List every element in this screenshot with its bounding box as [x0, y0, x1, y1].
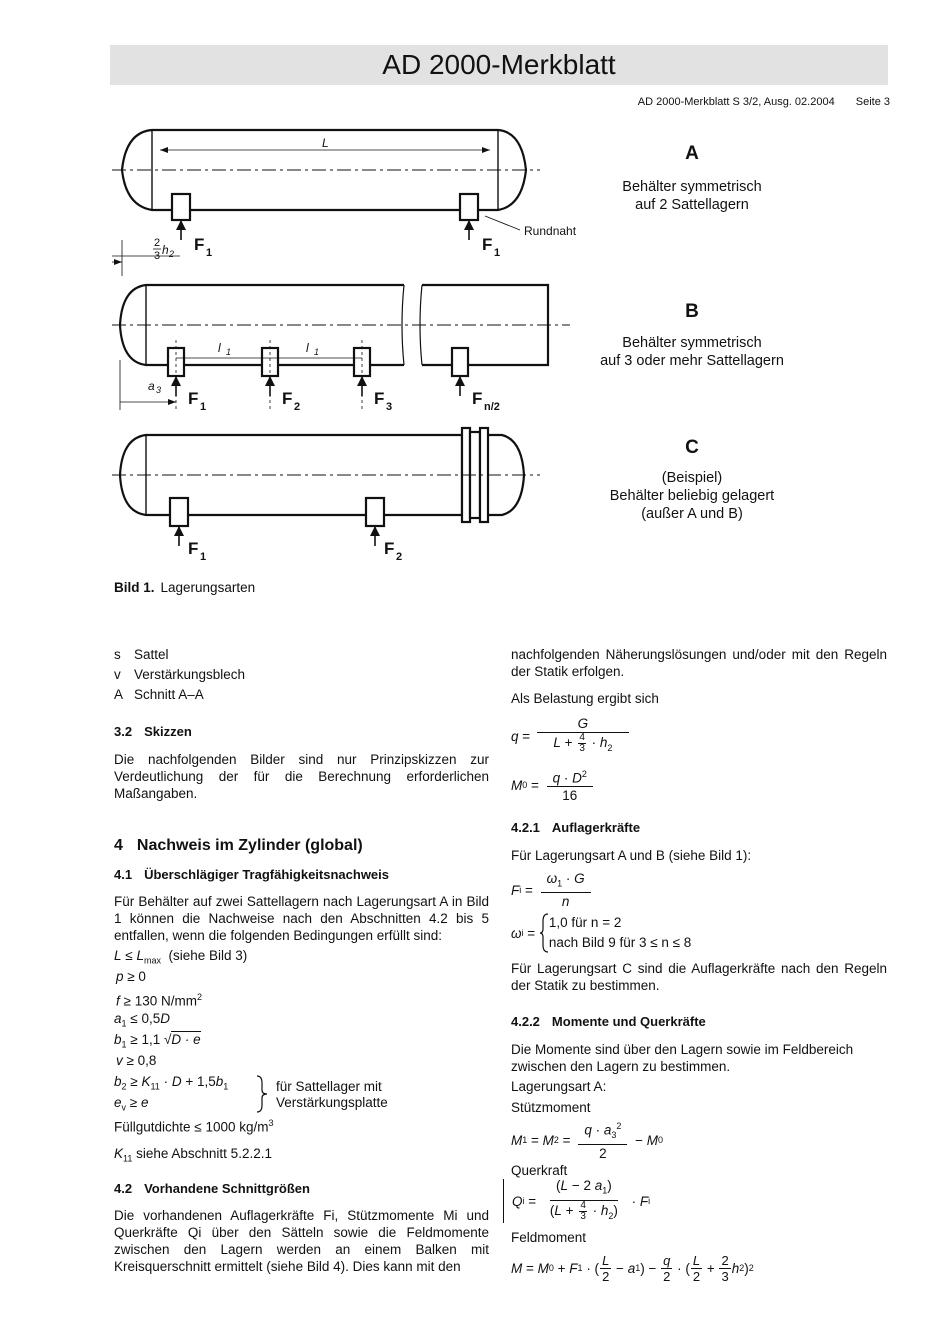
right-column	[511, 646, 887, 1288]
svg-text:3: 3	[156, 385, 162, 395]
figure-caption	[114, 580, 255, 595]
cond-L: $L \le L_{max}$ (siehe Bild 3)	[114, 948, 248, 966]
section-a-desc: Behälter symmetrisch auf 2 Sattellagern	[622, 179, 762, 213]
k11-ref: $K_{11}$ siehe Abschnitt 5.2.2.1	[114, 1146, 272, 1164]
conditions-list	[114, 947, 489, 1175]
label-a3: a	[148, 379, 155, 393]
label-F1-a: F	[194, 235, 205, 254]
formula-m: M = M 0 + F 1 · ( L 2 − a 1 ) − q 2 · ( L 2 + 2 3 h 2 ) 2	[511, 1252, 754, 1284]
formula-qi: Q i = (L − 2 $a_1$) (L + $\frac{4}{3}$ · $h_2$) · F i	[503, 1179, 887, 1223]
heading-4-2-2: 4.2.2 Momente und Querkräfte	[511, 1014, 706, 1029]
text-stuetzmoment: Stützmoment	[511, 1100, 591, 1115]
label-Fn2-b: F	[472, 389, 483, 408]
left-column	[114, 646, 489, 1275]
section-c-desc: (Beispiel) Behälter beliebig gelagert (außer A und B)	[609, 470, 775, 522]
heading-4-2-1: 4.2.1 Auflagerkräfte	[511, 820, 641, 835]
svg-text:3: 3	[154, 250, 161, 262]
label-F1-a2: F	[482, 235, 493, 254]
label-l1-b: l	[306, 341, 309, 355]
svg-text:2: 2	[294, 401, 301, 413]
svg-text:1: 1	[200, 551, 207, 563]
saddle-c1	[170, 498, 188, 526]
running-head-text: AD 2000-Merkblatt S 3/2, Ausg. 02.2004	[637, 96, 835, 108]
formula-omega: ω i = 1,0 für n = 2 nach Bild 9 für 3 ≤ n ≤ 8	[511, 912, 887, 954]
label-rundnaht: Rundnaht	[524, 224, 577, 238]
svg-text:n/2: n/2	[484, 401, 500, 413]
saddle-bn	[452, 348, 468, 376]
brace-left-icon	[539, 913, 549, 953]
svg-text:1: 1	[206, 247, 213, 259]
svg-text:2: 2	[396, 551, 403, 563]
label-F1-b: F	[188, 389, 199, 408]
section-a-letter: A	[685, 143, 699, 164]
running-head	[638, 96, 890, 108]
label-l1-a: l	[218, 341, 221, 355]
saddle-a2	[460, 194, 478, 220]
text-4-1: Für Behälter auf zwei Sattellagern nach Lagerungsart A in Bild 1 können die Nachweise nach den Abschnitten 4.2 bis 5 entfallen, wenn die folgenden Bedingungen erfüllt sind:	[114, 894, 489, 943]
label-L: L	[322, 136, 329, 150]
section-b-desc: Behälter symmetrisch auf 3 oder mehr Sattellagern	[600, 335, 784, 369]
brace-icon	[256, 1075, 268, 1113]
svg-text:2: 2	[154, 237, 161, 249]
text-3-2: Die nachfolgenden Bilder sind nur Prinzipskizzen zur Verdeutlichung der für die Berechnung erforderlichen Maßangaben.	[114, 752, 489, 801]
page-number: Seite 3	[855, 96, 890, 108]
text-belastung: Als Belastung ergibt sich	[511, 691, 659, 706]
formula-m0: M 0 = $\frac{q \cdot D^2}{16}$	[511, 765, 887, 805]
section-c-letter: C	[685, 437, 699, 458]
section-b-letter: B	[685, 301, 699, 322]
heading-3-2: 3.2 Skizzen	[114, 724, 192, 739]
label-F1-c: F	[188, 539, 199, 558]
label-h2: h	[162, 243, 169, 257]
cond-p: p ≥ 0	[116, 969, 146, 984]
saddle-c2	[366, 498, 384, 526]
text-querkraft: Querkraft	[511, 1163, 568, 1178]
document-title: AD 2000-Merkblatt	[382, 49, 616, 80]
cond-v: v ≥ 0,8	[116, 1053, 157, 1068]
figure-lagerungsarten	[110, 120, 590, 580]
legend	[114, 646, 489, 703]
svg-text:3: 3	[386, 401, 393, 413]
formula-m1: M 1 = M 2 = $\frac{q \cdot a_3^2}{2}$ − M 0	[511, 1118, 887, 1162]
formula-q: q = G L + $\frac{4}{3}$ · $h_2$	[511, 713, 887, 759]
header-bar	[110, 45, 888, 85]
text-4-2-1: Für Lagerungsart A und B (siehe Bild 1):	[511, 848, 752, 863]
text-feldmoment: Feldmoment	[511, 1230, 587, 1245]
text-4-2-2: Die Momente sind über den Lagern sowie im Feldbereich zwischen den Lagern zu bestimmen.	[511, 1042, 854, 1074]
label-F2-b: F	[282, 389, 293, 408]
label-F2-c: F	[384, 539, 395, 558]
cond-fuell: Füllgutdichte ≤ 1000 $kg/m^3$	[114, 1118, 274, 1135]
text-4-2-1-b: Für Lagerungsart C sind die Auflagerkräfte nach den Regeln der Statik zu bestimmen.	[511, 961, 887, 993]
formula-fi: F i = $\frac{\omega_1 \cdot G}{n}$	[511, 870, 887, 910]
text-cont: nachfolgenden Näherungslösungen und/oder mit den Regeln der Statik erfolgen.	[511, 647, 887, 679]
heading-4-2: 4.2 Vorhandene Schnittgrößen	[114, 1181, 310, 1196]
caption-text: Lagerungsarten	[160, 580, 256, 595]
legend-item: s Sattel	[114, 647, 169, 662]
cond-f: f ≥ 130 $N/mm^2$	[116, 992, 202, 1009]
saddle-a1	[172, 194, 190, 220]
cond-sattel: $b_2 \ge K_{11} \cdot D + 1,5b_1$ $e_v \ge e$ für Sattellager mit Verstärkungsplatte	[114, 1074, 388, 1113]
legend-item: A Schnitt A–A	[114, 687, 204, 702]
svg-text:1: 1	[314, 347, 320, 357]
label-F3-b: F	[374, 389, 385, 408]
svg-text:1: 1	[494, 247, 501, 259]
text-lagerungsart-a: Lagerungsart A:	[511, 1079, 607, 1094]
heading-4: 4 Nachweis im Zylinder (global)	[114, 837, 363, 854]
heading-4-1: 4.1 Überschlägiger Tragfähigkeitsnachweis	[114, 867, 389, 882]
svg-text:2: 2	[169, 249, 175, 259]
legend-item: v Verstärkungsblech	[114, 667, 246, 682]
caption-label: Bild 1.	[114, 580, 155, 595]
text-4-2: Die vorhandenen Auflagerkräfte Fi, Stützmomente Mi und Querkräfte Qi über den Sätteln sowie die Feldmomente zwischen den Lagern werden an einem Balken mit Kreisquerschnitt ermittelt (siehe Bild 4). Dies kann mit den	[114, 1208, 489, 1274]
cond-b1: $b_1 \ge 1,1$ √D · e	[114, 1032, 201, 1050]
cond-a1: $a_1 \le 0,5D$	[114, 1011, 170, 1029]
svg-text:1: 1	[226, 347, 232, 357]
svg-text:1: 1	[200, 401, 207, 413]
